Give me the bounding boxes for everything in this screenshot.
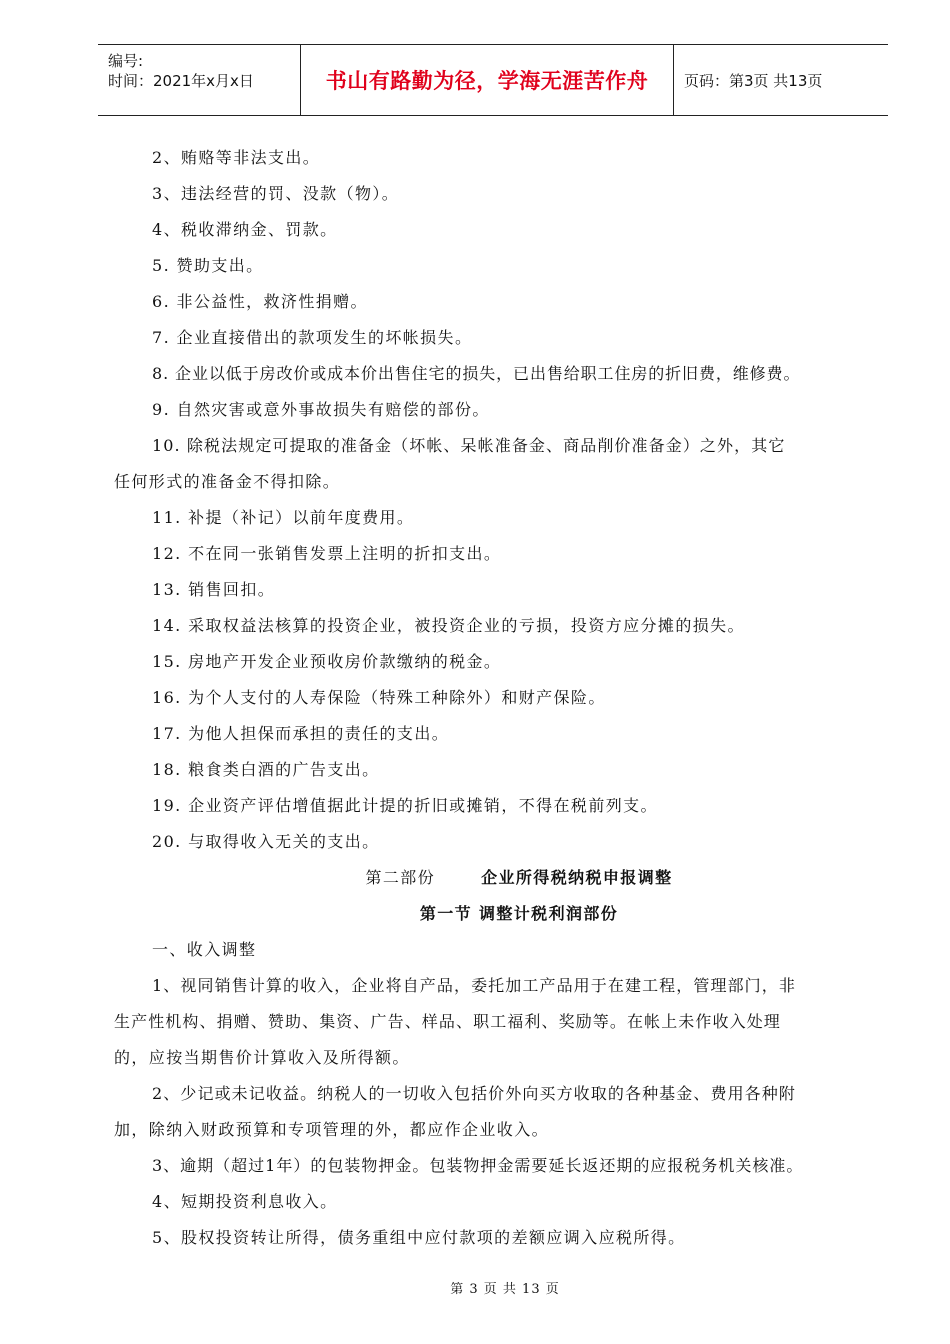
list-item: 19. 企业资产评估增值据此计提的折旧或摊销，不得在税前列支。 [152,796,658,815]
list-item: 4、税收滞纳金、罚款。 [152,220,338,239]
list-item: 16. 为个人支付的人寿保险（特殊工种除外）和财产保险。 [152,688,606,707]
list-item: 20. 与取得收入无关的支出。 [152,832,380,851]
paragraph-line: 加，除纳入财政预算和专项管理的外，都应作企业收入。 [114,1120,550,1139]
header-motto: 书山有路勤为径，学海无涯苦作舟 [325,69,649,93]
header-divider [673,45,674,115]
paragraph-line: 2、少记或未记收益。纳税人的一切收入包括价外向买方收取的各种基金、费用各种附 [152,1084,796,1103]
list-item: 6. 非公益性，救济性捐赠。 [152,292,368,311]
list-item: 11. 补提（补记）以前年度费用。 [152,508,415,527]
part-heading [114,860,884,896]
header-page-number: 页码：第3页 共13页 [684,71,823,90]
list-item: 15. 房地产开发企业预收房价款缴纳的税金。 [152,652,502,671]
document-body [114,140,884,1256]
part-label: 第二部份 [365,868,436,887]
paragraph-line: 生产性机构、捐赠、赞助、集资、广告、样品、职工福利、奖励等。在帐上未作收入处理 [114,1012,781,1031]
list-item: 8. 企业以低于房改价或成本价出售住宅的损失，已出售给职工住房的折旧费，维修费。 [152,364,801,383]
paragraph-line: 5、股权投资转让所得，债务重组中应付款项的差额应调入应税所得。 [152,1228,686,1247]
list-item: 17. 为他人担保而承担的责任的支出。 [152,724,450,743]
paragraph-line: 4、短期投资利息收入。 [152,1192,338,1211]
list-item: 12. 不在同一张销售发票上注明的折扣支出。 [152,544,502,563]
list-item: 14. 采取权益法核算的投资企业，被投资企业的亏损，投资方应分摊的损失。 [152,616,745,635]
list-item: 9. 自然灾害或意外事故损失有赔偿的部份。 [152,400,490,419]
page-header [98,44,888,116]
list-item: 5. 赞助支出。 [152,256,264,275]
list-item-line: 10. 除税法规定可提取的准备金（坏帐、呆帐准备金、商品削价准备金）之外，其它 [152,436,786,455]
list-item-line: 任何形式的准备金不得扣除。 [114,472,341,491]
part-title: 企业所得税纳税申报调整 [481,868,673,887]
document-time-label: 时间：2021年x月x日 [108,72,254,90]
header-meta [108,51,298,91]
section-heading: 第一节 调整计税利润部份 [419,904,619,923]
list-item: 13. 销售回扣。 [152,580,276,599]
list-item: 2、贿赂等非法支出。 [152,148,321,167]
subheading: 一、收入调整 [152,940,257,959]
page-footer: 第 3 页 共 13 页 [450,1282,560,1297]
list-item: 18. 粮食类白酒的广告支出。 [152,760,380,779]
paragraph-line: 的，应按当期售价计算收入及所得额。 [114,1048,410,1067]
list-item: 7. 企业直接借出的款项发生的坏帐损失。 [152,328,473,347]
paragraph-line: 3、逾期（超过1年）的包装物押金。包装物押金需要延长返还期的应报税务机关核准。 [152,1156,804,1175]
paragraph-line: 1、视同销售计算的收入，企业将自产品，委托加工产品用于在建工程，管理部门，非 [152,976,796,995]
list-item: 3、违法经营的罚、没款（物）。 [152,184,400,203]
document-number-label: 编号: [108,52,144,70]
